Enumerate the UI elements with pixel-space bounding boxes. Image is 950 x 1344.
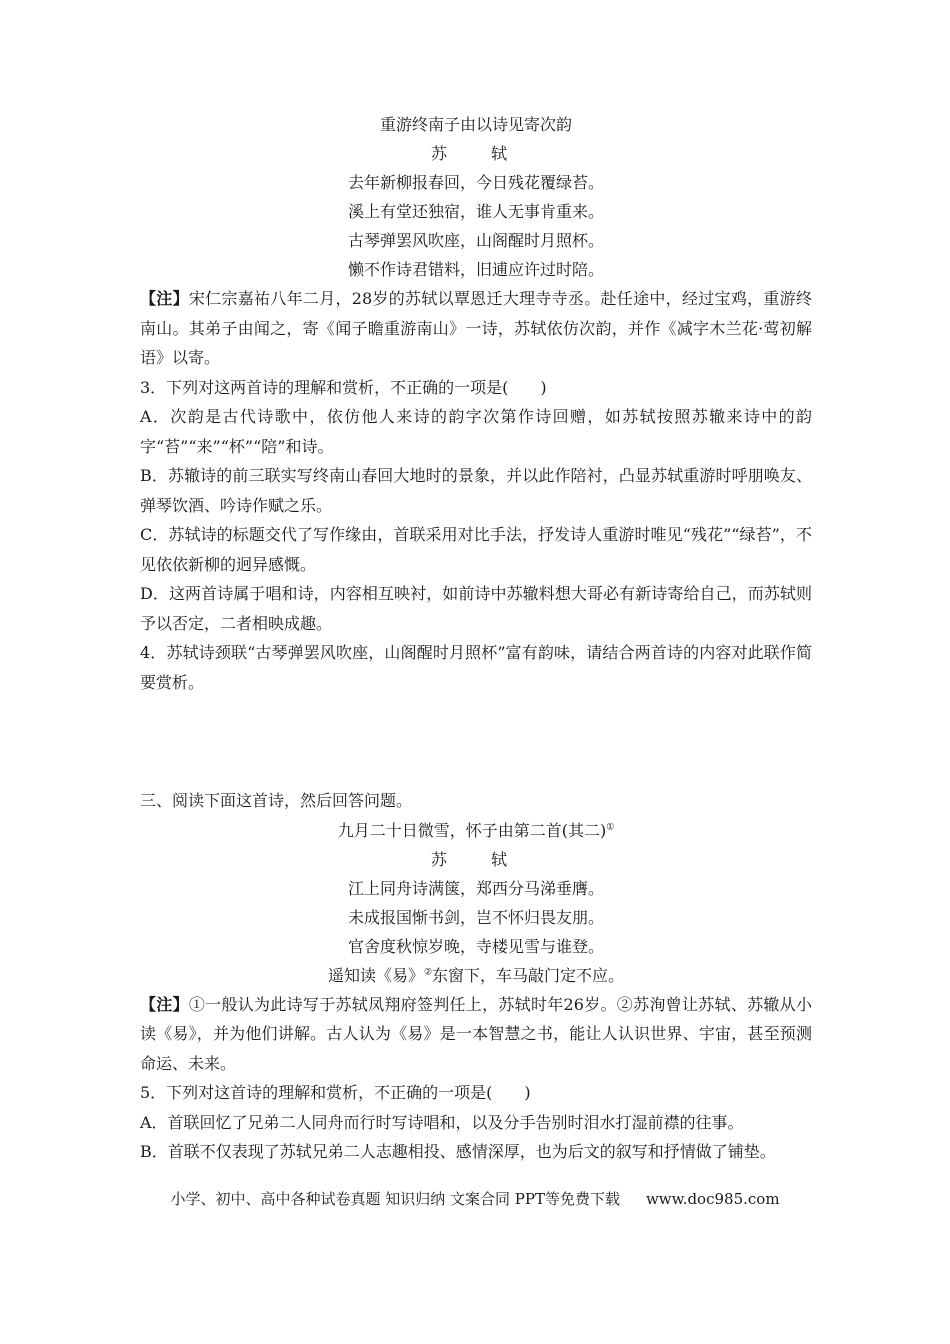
poem1-line: 溪上有堂还独宿，谁人无事肯重来。 (347, 202, 604, 221)
note-tag: 【注】 (140, 994, 189, 1014)
document-page (140, 110, 812, 1167)
footer-site-link[interactable]: www.doc985.com (645, 1190, 780, 1208)
note-text: 宋仁宗嘉祐八年二月，28岁的苏轼以覃恩迁大理寺寺丞。赴任途中，经过宝鸡，重游终南山。其弟子由闻之，寄《闻子瞻重游南山》一诗，苏轼依仿次韵，并作《减字木兰花·莺初解语》以寄。 (140, 289, 812, 367)
poem2-line: 官舍度秋惊岁晚，寺楼见雪与谁登。 (347, 936, 604, 956)
section-3-heading: 三、阅读下面这首诗，然后回答问题。 (140, 791, 413, 810)
poem2-line-part: 遥知读《易》 (327, 965, 424, 985)
poem2-title-text: 九月二十日微雪，怀子由第二首(其二) (337, 820, 607, 840)
poem2-line: 江上同舟诗满箧，郑西分马涕垂膺。 (347, 878, 604, 898)
question-4-stem: 4．苏轼诗颈联“古琴弹罢风吹座，山阁醒时月照杯”富有韵味，请结合两首诗的内容对此联作简要赏析。 (140, 643, 812, 692)
note-tag: 【注】 (140, 289, 189, 308)
page-footer (0, 1188, 950, 1209)
question-5-option-a: A．首联回忆了兄弟二人同舟而行时写诗唱和，以及分手告别时泪水打湿前襟的往事。 (140, 1112, 744, 1132)
poem2-title (140, 816, 812, 845)
poem1-author: 苏 轼 (430, 144, 521, 163)
poem1-note (140, 284, 812, 373)
question-3-option-c: C．苏轼诗的标题交代了写作缘由，首联采用对比手法，抒发诗人重游时唯见“残花”“绿苔”，不见依依新柳的迥异感慨。 (140, 525, 812, 574)
poem2-note (140, 990, 812, 1079)
note-text: ①一般认为此诗写于苏轼凤翔府签判任上，苏轼时年26岁。②苏洵曾让苏轼、苏辙从小读《易》，并为他们讲解。古人认为《易》是一本智慧之书，能让人认识世界、宇宙，甚至预测命运、未来。 (140, 994, 812, 1073)
poem2-line-part: 东窗下，车马敲门定不应。 (432, 965, 625, 985)
poem2-author: 苏 轼 (430, 849, 521, 869)
question-5-option-b: B．首联不仅表现了苏轼兄弟二人志趣相投、感情深厚，也为后文的叙写和抒情做了铺垫。 (140, 1142, 776, 1161)
poem1-line: 去年新柳报春回，今日残花覆绿苔。 (347, 173, 604, 192)
question-3-option-b: B．苏辙诗的前三联实写终南山春回大地时的景象，并以此作陪衬，凸显苏轼重游时呼朋唤友、弹琴饮酒、吟诗作赋之乐。 (140, 466, 812, 515)
question-3-stem: 3．下列对这两首诗的理解和赏析，不正确的一项是( ) (140, 377, 547, 397)
footer-text: 小学、初中、高中各种试卷真题 知识归纳 文案合同 PPT等免费下载 (170, 1190, 620, 1208)
poem1-line: 懒不作诗君错料，旧逋应许过时陪。 (347, 260, 604, 279)
question-5-stem: 5．下列对这首诗的理解和赏析，不正确的一项是( ) (140, 1083, 531, 1102)
question-3-option-d: D．这两首诗属于唱和诗，内容相互映衬，如前诗中苏辙料想大哥必有新诗寄给自己，而苏轼则予以否定，二者相映成趣。 (140, 584, 812, 633)
footnote-marker: ② (423, 967, 433, 978)
footnote-marker: ① (606, 822, 615, 833)
poem1-line: 古琴弹罢风吹座，山阁醒时月照杯。 (347, 231, 604, 250)
answer-space (140, 697, 812, 786)
poem1-title: 重游终南子由以诗见寄次韵 (379, 115, 572, 134)
poem2-line: 未成报国惭书剑，岂不怀归畏友朋。 (347, 907, 604, 927)
question-3-option-a: A．次韵是古代诗歌中，依仿他人来诗的韵字次第作诗回赠，如苏轼按照苏辙来诗中的韵字“苔”“来”“杯”“陪”和诗。 (140, 407, 812, 456)
poem2-line (140, 961, 812, 990)
